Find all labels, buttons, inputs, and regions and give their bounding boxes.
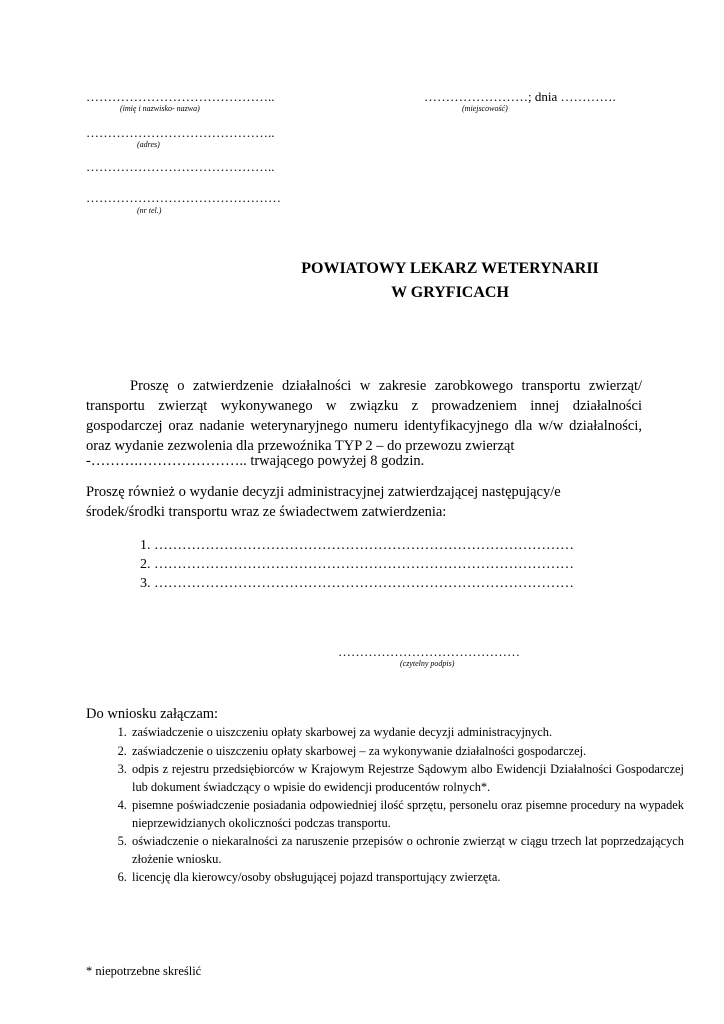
vehicle-field-3[interactable]: 3. ……………………………………………………………………………… bbox=[140, 576, 574, 591]
applicant-name-field[interactable]: …………………………………….. bbox=[86, 89, 275, 104]
address-field-line2[interactable]: …………………………………….. bbox=[86, 159, 275, 174]
request-paragraph-text: Proszę o zatwierdzenie działalności w zakresie zarobkowego transportu zwierząt/ transportu zwierząt wykonywanego w związku z prowadzeniem innej działalności gospodarczej oraz nadanie weterynaryjnego numeru identyfikacyjnego dla w/w działalności, oraz wydanie zezwolenia dla przewoźnika TYP 2 – do przewozu zwierząt bbox=[86, 378, 642, 454]
recipient-line2: W GRYFICACH bbox=[391, 284, 509, 301]
attachment-item: 5. oświadczenie o niekaralności za naruszenie przepisów o ochronie zwierząt w ciągu trzech lat poprzedzających złożenie wniosku. bbox=[130, 833, 684, 868]
attachments-list bbox=[86, 724, 684, 888]
address-caption: (adres) bbox=[137, 140, 160, 149]
vehicle-field-1[interactable]: 1. ……………………………………………………………………………… bbox=[140, 538, 574, 553]
animal-type-line[interactable]: -……….………………….. trwającego powyżej 8 godzin. bbox=[86, 453, 425, 469]
attachment-item: 6. licencję dla kierowcy/osoby obsługującej pojazd transportujący zwierzęta. bbox=[130, 869, 684, 887]
vehicle-list bbox=[140, 536, 574, 593]
vehicle-approval-paragraph: Proszę również o wydanie decyzji administracyjnej zatwierdzającej następujący/e środek/środki transportu wraz ze świadectwem zatwierdzenia: bbox=[86, 484, 561, 520]
request-paragraph bbox=[86, 376, 642, 456]
place-caption: (miejscowość) bbox=[462, 104, 508, 113]
phone-caption: (nr tel.) bbox=[137, 206, 162, 215]
attachment-item: 1. zaświadczenie o uiszczeniu opłaty skarbowej za wydanie decyzji administracyjnych. bbox=[130, 724, 684, 742]
vehicle-field-2[interactable]: 2. ……………………………………………………………………………… bbox=[140, 557, 574, 572]
signature-field[interactable]: …………………………………… bbox=[338, 644, 520, 659]
attachments-heading: Do wniosku załączam: bbox=[86, 706, 219, 722]
recipient-line1: POWIATOWY LEKARZ WETERYNARII bbox=[301, 260, 599, 277]
footnote: * niepotrzebne skreślić bbox=[86, 964, 202, 978]
attachment-item: 4. pisemne poświadczenie posiadania odpowiedniej ilość sprzętu, personelu oraz pisemne procedury na wypadek nieprzewidzianych okoliczności podczas transportu. bbox=[130, 797, 684, 832]
address-field[interactable]: …………………………………….. bbox=[86, 125, 275, 140]
applicant-name-caption: (imię i nazwisko- nazwa) bbox=[120, 104, 200, 113]
attachment-item: 3. odpis z rejestru przedsiębiorców w Krajowym Rejestrze Sądowym albo Ewidencji Działalności Gospodarczej lub dokument świadczący o wpisie do ewidencji producentów rolnych*. bbox=[130, 761, 684, 796]
place-date-field[interactable]: ……………………; dnia …………. bbox=[424, 89, 616, 104]
signature-caption: (czytelny podpis) bbox=[400, 659, 455, 668]
phone-field[interactable]: ……………………………………… bbox=[86, 190, 281, 205]
attachment-item: 2. zaświadczenie o uiszczeniu opłaty skarbowej – za wykonywanie działalności gospodarczej. bbox=[130, 743, 684, 761]
